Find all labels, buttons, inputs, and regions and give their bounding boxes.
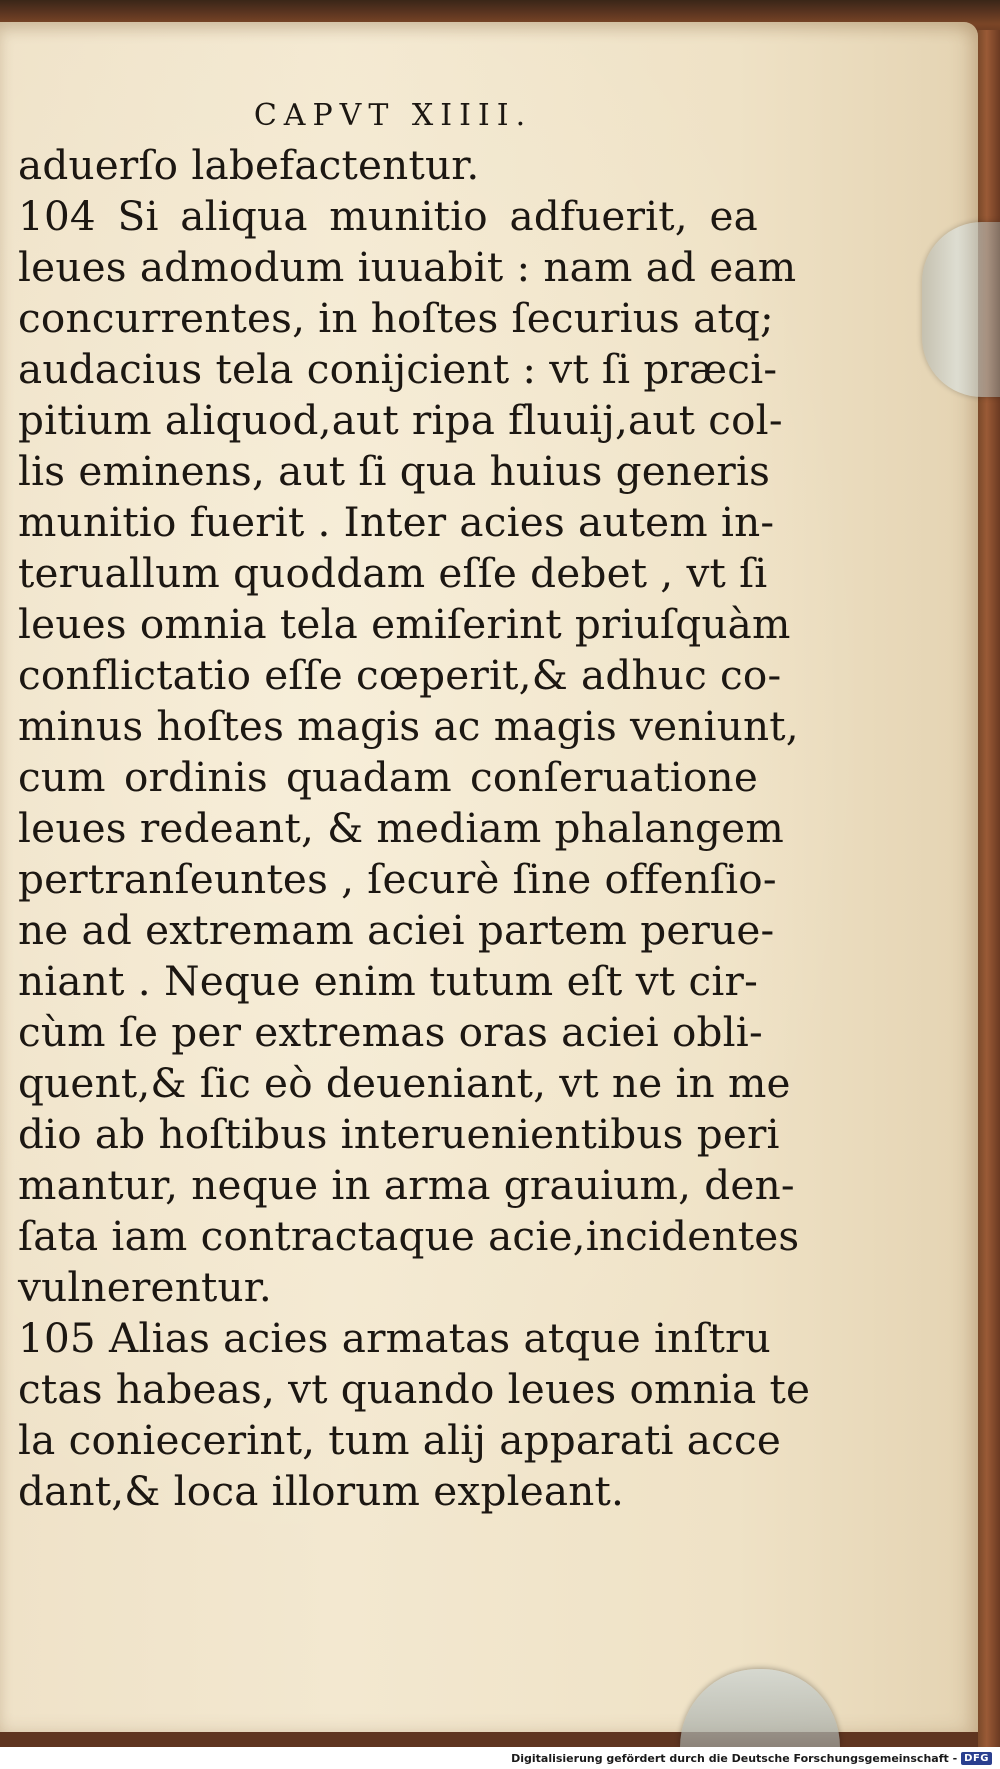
page-text-block: [18, 94, 811, 1517]
text-line: munitio fuerit . Inter acies autem in-: [18, 498, 775, 546]
text-line: teruallum quoddam eſſe debet , vt ſi: [18, 549, 768, 597]
text-line: lis eminens, aut ſi qua huius generis: [18, 447, 771, 495]
text-line: mantur, neque in arma grauium, den-: [18, 1161, 795, 1209]
text-line: 105 Alias acies armatas atque inſtru: [18, 1314, 771, 1362]
footer-credit: Digitalisierung gefördert durch die Deutsche Forschungsgemeinschaft -: [511, 1751, 958, 1765]
text-line: ſata iam contractaque acie,incidentes: [18, 1212, 800, 1260]
text-line: pertranſeuntes , ſecurè ſine offenſio-: [18, 855, 777, 903]
text-line: audacius tela conijcient : vt ſi præci-: [18, 345, 778, 393]
text-line: leues redeant, & mediam phalangem: [18, 804, 784, 852]
text-line: pitium aliquod,aut ripa fluuij,aut col-: [18, 396, 783, 444]
running-head: CAPVT XIIII.: [253, 98, 533, 133]
text-line: quent,& ſic eò deueniant, vt ne in me: [18, 1059, 791, 1107]
text-line: vulnerentur.: [18, 1263, 272, 1311]
text-line: 104 Si aliqua munitio adfuerit, ea: [18, 192, 758, 240]
text-line: ne ad extremam aciei partem perue-: [18, 906, 775, 954]
text-line: la coniecerint, tum alij apparati acce: [18, 1416, 782, 1464]
text-line: niant . Neque enim tutum eſt vt cir-: [18, 957, 758, 1005]
text-line: ctas habeas, vt quando leues omnia te: [18, 1365, 811, 1413]
text-line: dio ab hoſtibus interuenientibus peri: [18, 1110, 780, 1158]
text-line: conflictatio eſſe cœperit,& adhuc co-: [18, 651, 782, 699]
text-line: aduerſo labefactentur.: [18, 141, 480, 189]
text-lines: [18, 140, 811, 1517]
text-line: dant,& loca illorum expleant.: [18, 1467, 625, 1515]
text-line: cum ordinis quadam conſeruatione: [18, 753, 758, 801]
text-line: minus hoſtes magis ac magis veniunt,: [18, 702, 799, 750]
dfg-logo-icon: DFG: [961, 1752, 992, 1765]
text-line: leues omnia tela emiſerint priuſquàm: [18, 600, 791, 648]
page-clip-right: [922, 222, 1000, 397]
book-page: [0, 22, 978, 1732]
text-line: concurrentes, in hoſtes ſecurius atq;: [18, 294, 774, 342]
digitization-footer: [0, 1747, 1000, 1769]
text-line: cùm ſe per extremas oras aciei obli-: [18, 1008, 763, 1056]
text-line: leues admodum iuuabit : nam ad eam: [18, 243, 797, 291]
